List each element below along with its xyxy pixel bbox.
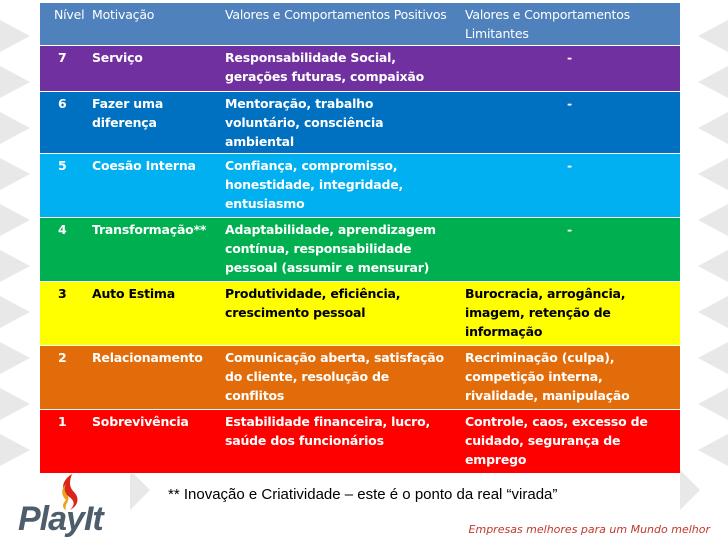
cell-limiting: Burocracia, arrogância, imagem, retenção de informação xyxy=(453,282,680,346)
table-row-level-3 xyxy=(40,282,680,346)
table-row-level-7 xyxy=(40,46,680,92)
cell-level: 1 xyxy=(40,410,80,474)
header-motivation: Motivação xyxy=(80,3,213,46)
cell-motivation: Serviço xyxy=(80,46,213,92)
cell-positive: Mentoração, trabalho voluntário, consciência ambiental xyxy=(213,92,453,154)
cell-positive: Comunicação aberta, satisfação do cliente, resolução de conflitos xyxy=(213,346,453,410)
cell-limiting: Recriminação (culpa), competição interna, rivalidade, manipulação xyxy=(453,346,680,410)
cell-level: 7 xyxy=(40,46,80,92)
cell-motivation: Coesão Interna xyxy=(80,154,213,218)
table-header-row xyxy=(40,3,680,46)
cell-positive: Responsabilidade Social, gerações futuras, compaixão xyxy=(213,46,453,92)
cell-positive: Estabilidade financeira, lucro, saúde dos funcionários xyxy=(213,410,453,474)
cell-limiting: Controle, caos, excesso de cuidado, segurança de emprego xyxy=(453,410,680,474)
slogan: Empresas melhores para um Mundo melhor xyxy=(468,523,710,536)
footnote: ** Inovação e Criatividade – este é o ponto da real “virada” xyxy=(168,486,558,503)
header-level: Nível xyxy=(40,3,80,46)
cell-limiting: - xyxy=(453,92,680,154)
cell-level: 4 xyxy=(40,218,80,282)
cell-positive: Confiança, compromisso, honestidade, integridade, entusiasmo xyxy=(213,154,453,218)
cell-motivation: Transformação** xyxy=(80,218,213,282)
cell-motivation: Fazer uma diferença xyxy=(80,92,213,154)
cell-level: 5 xyxy=(40,154,80,218)
table-row-level-4 xyxy=(40,218,680,282)
table-row-level-6 xyxy=(40,92,680,154)
cell-level: 2 xyxy=(40,346,80,410)
cell-motivation: Sobrevivência xyxy=(80,410,213,474)
cell-motivation: Relacionamento xyxy=(80,346,213,410)
cell-positive: Adaptabilidade, aprendizagem contínua, responsabilidade pessoal (assumir e mensurar) xyxy=(213,218,453,282)
logo-text: PlayIt xyxy=(18,500,103,538)
values-table-container xyxy=(40,3,680,474)
header-limiting: Valores e Comportamentos Limitantes xyxy=(453,3,680,46)
cell-limiting: - xyxy=(453,154,680,218)
table-row-level-1 xyxy=(40,410,680,474)
cell-limiting: - xyxy=(453,218,680,282)
cell-motivation: Auto Estima xyxy=(80,282,213,346)
header-positive: Valores e Comportamentos Positivos xyxy=(213,3,453,46)
cell-limiting: - xyxy=(453,46,680,92)
cell-level: 3 xyxy=(40,282,80,346)
table-row-level-5 xyxy=(40,154,680,218)
cell-positive: Produtividade, eficiência, crescimento pessoal xyxy=(213,282,453,346)
values-table xyxy=(40,3,680,474)
table-row-level-2 xyxy=(40,346,680,410)
cell-level: 6 xyxy=(40,92,80,154)
